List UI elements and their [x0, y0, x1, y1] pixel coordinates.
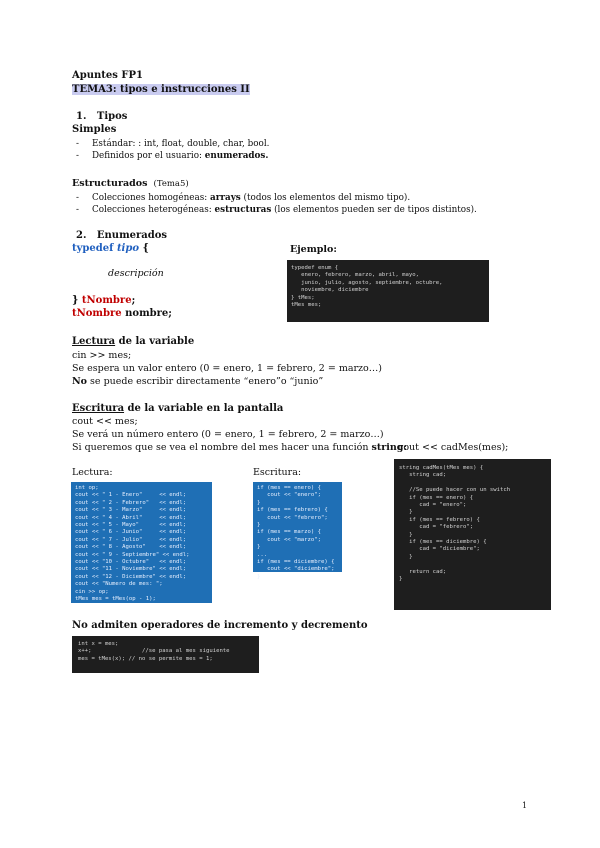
section-1-title: Tipos	[96, 111, 128, 122]
code-line: }	[399, 531, 413, 538]
code-line: cad = "diciembre";	[399, 546, 480, 553]
code-line: cout << " 3 - Marzo" << endl;	[75, 507, 187, 514]
code-line: } tMes;	[291, 294, 315, 301]
code-line: string cadMes(tMes mes) {	[399, 465, 484, 471]
code-line: }	[399, 509, 413, 516]
code-line: int op;	[75, 485, 99, 491]
estructurados-item	[72, 192, 477, 204]
simples-item-bold: enumerados.	[204, 151, 269, 161]
simples-item	[72, 150, 269, 162]
escritura-line-1: cout << mes;	[72, 416, 138, 427]
code-line: if (mes == enero) {	[257, 485, 321, 491]
item-post: (los elementos pueden ser de tipos distintos).	[271, 205, 477, 215]
code-line: junio, julio, agosto, septiembre, octubre,	[291, 279, 443, 286]
item-bold: arrays	[210, 193, 241, 203]
code-line: cout << "marzo";	[257, 536, 321, 543]
semicolon: ;	[131, 295, 136, 306]
section-2-heading	[76, 230, 167, 242]
code-line: cout << "diciembre";	[257, 566, 335, 573]
code-line: enero, febrero, marzo, abril, mayo,	[291, 272, 419, 279]
simples-list	[72, 138, 269, 162]
section-1-heading	[76, 111, 127, 123]
close-brace: }	[72, 295, 79, 306]
code-line: cout << "11 - Noviembre" << endl;	[75, 566, 187, 573]
code-line: }	[257, 522, 261, 529]
item-pre: Colecciones heterogéneas:	[92, 205, 215, 215]
code-line: cout << " 7 - Julio" << endl;	[75, 536, 187, 543]
lectura-no: No	[72, 376, 88, 387]
section-2-title: Enumerados	[96, 230, 168, 241]
estructurados-note: (Tema5)	[153, 179, 189, 189]
escritura-heading	[72, 403, 283, 415]
code-line: cout << "10 - Octubre" << endl;	[75, 559, 187, 566]
code-line: cin >> op;	[75, 588, 109, 595]
escritura-line-3	[72, 442, 407, 454]
doc-title: Apuntes FP1	[72, 70, 143, 81]
lectura-heading-rest: de la variable	[115, 336, 195, 347]
code-line: ...	[257, 551, 268, 558]
code-line: cout << "Numero de mes: ";	[75, 581, 163, 588]
code-line: cout << "12 - Diciembre" << endl;	[75, 573, 187, 580]
item-pre: Colecciones homogéneas:	[92, 193, 211, 203]
code-line: string cad;	[399, 472, 447, 479]
escritura-line-2: Se verá un número entero (0 = enero, 1 = febrero, 2 = marzo…)	[72, 429, 384, 440]
code-line: if (mes == diciembre) {	[399, 539, 487, 546]
simples-item-text: Estándar: : int, float, double, char, bool.	[92, 139, 270, 149]
code-line: cout << " 4 - Abril" << endl;	[75, 514, 187, 521]
simples-heading: Simples	[72, 124, 117, 135]
code-line: cout << " 5 - Mayo" << endl;	[75, 522, 187, 529]
code-line: mes = tMes(x); // no se permite mes = 1;	[78, 655, 213, 662]
estructurados-item	[72, 204, 477, 216]
escritura-heading-rest: de la variable en la pantalla	[124, 403, 284, 414]
item-post: (todos los elementos del mismo tipo).	[240, 193, 411, 203]
typedef-line	[72, 243, 149, 255]
ejemplo-label: Ejemplo:	[290, 244, 337, 255]
lectura-heading-u: Lectura	[72, 336, 116, 347]
code-line: return cad;	[399, 568, 447, 575]
simples-item	[72, 138, 269, 150]
lectura-line-2: Se espera un valor entero (0 = enero, 1 = febrero, 2 = marzo…)	[72, 363, 382, 374]
section-2-number: 2.	[76, 230, 87, 241]
escritura-code-label: Escritura:	[253, 467, 302, 478]
lectura-code-label: Lectura:	[72, 467, 113, 478]
code-line: if (mes == diciembre) {	[257, 559, 335, 566]
enum-example-code	[287, 260, 489, 322]
code-line: }	[257, 573, 261, 580]
code-line: }	[257, 499, 261, 506]
item-bold: estructuras	[214, 205, 272, 215]
code-line: //Se puede hacer con un switch	[399, 487, 511, 494]
string-function-code-block	[394, 459, 551, 610]
code-line: cout << " 8 - Agosto" << endl;	[75, 544, 187, 551]
code-line: if (mes == febrero) {	[399, 516, 480, 523]
escritura-string: string:	[371, 442, 407, 453]
code-line: cout << " 6 - Junio" << endl;	[75, 529, 187, 536]
lectura-heading	[72, 336, 194, 348]
code-line: noviembre, diciembre	[291, 287, 369, 294]
code-line: cout << "enero";	[257, 492, 321, 499]
ops-heading: No admiten operadores de incremento y decremento	[72, 620, 368, 631]
code-line: }	[399, 576, 403, 583]
doc-subtitle	[72, 84, 250, 96]
code-line: typedef enum {	[291, 265, 339, 271]
lectura-line-3	[72, 376, 323, 388]
lectura-code-block	[71, 482, 212, 603]
code-line: cad = "febrero";	[399, 524, 474, 531]
code-line: int x = mes;	[78, 641, 119, 647]
typedef-tipo: tipo	[116, 243, 140, 254]
doc-subtitle-text: TEMA3: tipos e instrucciones II	[72, 84, 250, 95]
estructurados-list	[72, 192, 477, 216]
code-line: x++; //se pasa al mes siguiente	[78, 648, 230, 655]
escritura-cadmes-call: cout << cadMes(mes);	[398, 442, 509, 453]
code-line: tMes mes = tMes(op - 1);	[75, 596, 156, 603]
typedef-keyword: typedef	[72, 243, 114, 254]
lectura-line-3-rest: se puede escribir directamente “enero”o “junio”	[87, 376, 324, 387]
lectura-line-1: cin >> mes;	[72, 350, 132, 361]
code-line: }	[257, 544, 261, 551]
section-1-number: 1.	[76, 111, 87, 122]
code-line: cad = "enero";	[399, 502, 467, 509]
code-line	[399, 480, 546, 487]
page-number: 1	[522, 801, 528, 810]
escritura-code-block	[253, 482, 342, 580]
code-line: cout << " 1 - Enero" << endl;	[75, 492, 187, 499]
code-line: if (mes == febrero) {	[257, 507, 328, 514]
code-line: }	[399, 553, 413, 560]
nombre-var: nombre;	[125, 308, 172, 319]
close-line	[72, 295, 135, 307]
estructurados-title: Estructurados	[72, 178, 148, 189]
decl-line	[72, 308, 172, 320]
code-line: cout << " 2 - Febrero" << endl;	[75, 499, 187, 506]
typedef-brace: {	[142, 243, 149, 254]
tnombre-type: tNombre	[81, 295, 132, 306]
code-line: if (mes == enero) {	[399, 494, 474, 501]
code-line: tMes mes;	[291, 302, 322, 309]
simples-item-text: Definidos por el usuario:	[92, 151, 205, 161]
code-line: if (mes == marzo) {	[257, 529, 321, 536]
estructurados-heading	[72, 178, 189, 190]
code-line: cout << " 9 - Septiembre" << endl;	[75, 551, 190, 558]
escritura-line-3-pre: Si queremos que se vea el nombre del mes hacer una función	[72, 442, 372, 453]
descripcion-text: descripción	[108, 268, 164, 279]
code-line	[399, 561, 546, 568]
tnombre-type-2: tNombre	[72, 308, 122, 319]
ops-code-block	[72, 636, 259, 673]
code-line: cout << "febrero";	[257, 514, 328, 521]
escritura-heading-u: Escritura	[72, 403, 125, 414]
